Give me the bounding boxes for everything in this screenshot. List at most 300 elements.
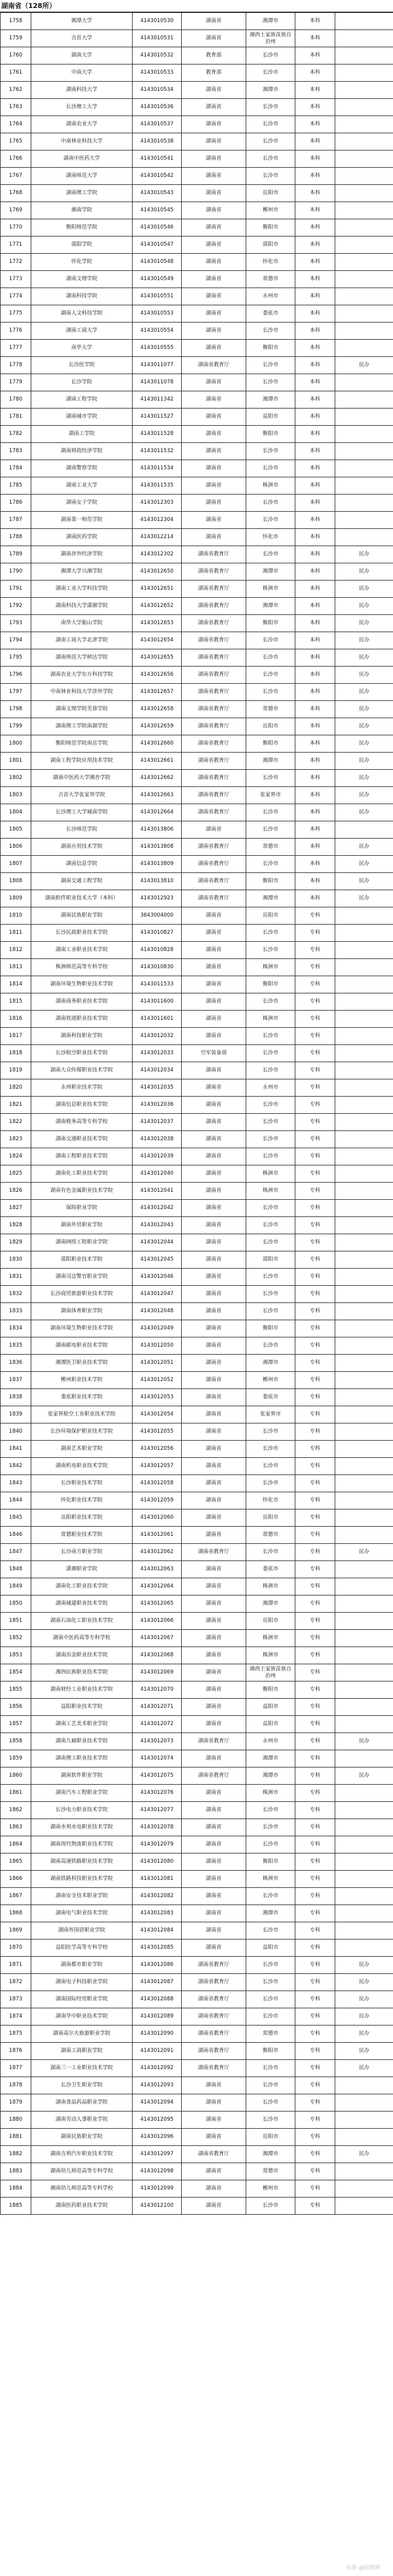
location-city-cell: 郴州市 <box>246 202 295 219</box>
table-row <box>1 1819 393 1836</box>
table-row <box>1 976 393 993</box>
remark-cell: 民办 <box>335 563 393 581</box>
school-name-cell: 长沙航空职业技术学院 <box>31 1045 133 1062</box>
school-code-cell: 3643004000 <box>133 907 182 925</box>
watermark: 头条 @院校库 <box>346 2565 381 2571</box>
edu-level-cell: 本科 <box>295 546 335 563</box>
row-number-cell: 1809 <box>1 890 31 907</box>
row-number-cell: 1766 <box>1 151 31 168</box>
location-city-cell: 长沙市 <box>246 632 295 649</box>
competent-dept-cell: 湖南省 <box>182 168 246 185</box>
competent-dept-cell: 湖南省教育厅 <box>182 873 246 890</box>
table-row <box>1 1028 393 1045</box>
school-code-cell: 4143011528 <box>133 426 182 443</box>
competent-dept-cell: 湖南省 <box>182 1699 246 1716</box>
table-row <box>1 185 393 202</box>
school-name-cell: 湖南化工职业技术学院 <box>31 1165 133 1183</box>
location-city-cell: 长沙市 <box>246 133 295 151</box>
location-city-cell: 怀化市 <box>246 254 295 271</box>
row-number-cell: 1885 <box>1 2198 31 2215</box>
remark-cell: 民办 <box>335 615 393 632</box>
location-city-cell: 湘潭市 <box>246 598 295 615</box>
competent-dept-cell: 湖南省教育厅 <box>182 1991 246 2008</box>
competent-dept-cell: 湖南省 <box>182 1389 246 1406</box>
school-name-cell: 湖南理工学院南湖学院 <box>31 718 133 735</box>
school-name-cell: 湖南高速铁路职业技术学院 <box>31 1854 133 1871</box>
school-code-cell: 4143012060 <box>133 1509 182 1527</box>
school-code-cell: 4143010827 <box>133 925 182 942</box>
table-row <box>1 1355 393 1372</box>
edu-level-cell: 专科 <box>295 1320 335 1337</box>
row-number-cell: 1838 <box>1 1389 31 1406</box>
competent-dept-cell: 湖南省教育厅 <box>182 581 246 598</box>
remark-cell <box>335 391 393 409</box>
table-row <box>1 1337 393 1355</box>
competent-dept-cell: 湖南省 <box>182 1922 246 1940</box>
remark-cell <box>335 529 393 546</box>
school-name-cell: 株洲师范高等专科学校 <box>31 959 133 976</box>
table-row <box>1 890 393 907</box>
remark-cell <box>335 1423 393 1441</box>
location-city-cell: 益阳市 <box>246 1716 295 1733</box>
remark-cell: 民办 <box>335 1974 393 1991</box>
edu-level-cell: 专科 <box>295 1630 335 1647</box>
competent-dept-cell: 教育部 <box>182 65 246 82</box>
edu-level-cell: 本科 <box>295 426 335 443</box>
row-number-cell: 1770 <box>1 219 31 237</box>
remark-cell: 民办 <box>335 787 393 804</box>
table-row <box>1 2180 393 2198</box>
competent-dept-cell: 湖南省 <box>182 1527 246 1544</box>
location-city-cell: 长沙市 <box>246 168 295 185</box>
school-code-cell: 4143011532 <box>133 443 182 460</box>
remark-cell <box>335 202 393 219</box>
row-number-cell: 1879 <box>1 2094 31 2112</box>
school-code-cell: 4143011601 <box>133 1011 182 1028</box>
edu-level-cell: 专科 <box>295 1234 335 1251</box>
row-number-cell: 1797 <box>1 684 31 701</box>
competent-dept-cell: 湖南省 <box>182 1269 246 1286</box>
row-number-cell: 1759 <box>1 30 31 47</box>
table-row <box>1 856 393 873</box>
school-code-cell: 4143012664 <box>133 804 182 821</box>
location-city-cell: 长沙市 <box>246 2112 295 2129</box>
location-city-cell: 岳阳市 <box>246 1509 295 1527</box>
table-row <box>1 1957 393 1974</box>
school-name-cell: 湖南工商职业学院 <box>31 2043 133 2060</box>
location-city-cell: 邵阳市 <box>246 1251 295 1269</box>
table-row <box>1 1836 393 1854</box>
edu-level-cell: 本科 <box>295 873 335 890</box>
school-code-cell: 4143011077 <box>133 357 182 374</box>
school-code-cell: 4143012086 <box>133 1957 182 1974</box>
row-number-cell: 1828 <box>1 1217 31 1234</box>
row-number-cell: 1853 <box>1 1647 31 1664</box>
location-city-cell: 长沙市 <box>246 1922 295 1940</box>
location-city-cell: 长沙市 <box>246 1148 295 1165</box>
competent-dept-cell: 湖南省 <box>182 1200 246 1217</box>
location-city-cell: 长沙市 <box>246 1062 295 1079</box>
row-number-cell: 1836 <box>1 1355 31 1372</box>
remark-cell <box>335 13 393 30</box>
table-row <box>1 1079 393 1097</box>
edu-level-cell: 专科 <box>295 993 335 1011</box>
school-code-cell: 4143012079 <box>133 1836 182 1854</box>
edu-level-cell: 本科 <box>295 615 335 632</box>
edu-level-cell: 专科 <box>295 1595 335 1613</box>
school-name-cell: 湖南现代物流职业技术学院 <box>31 1836 133 1854</box>
location-city-cell: 株洲市 <box>246 1785 295 1802</box>
edu-level-cell: 本科 <box>295 581 335 598</box>
edu-level-cell: 本科 <box>295 82 335 99</box>
remark-cell <box>335 2112 393 2129</box>
school-code-cell: 4143012078 <box>133 1819 182 1836</box>
competent-dept-cell: 湖南省 <box>182 254 246 271</box>
row-number-cell: 1843 <box>1 1475 31 1492</box>
location-city-cell: 长沙市 <box>246 804 295 821</box>
competent-dept-cell: 湖南省 <box>182 1114 246 1131</box>
school-name-cell: 湖南电气职业技术学院 <box>31 1905 133 1922</box>
school-code-cell: 4143012214 <box>133 529 182 546</box>
school-name-cell: 湖南理工学院 <box>31 185 133 202</box>
edu-level-cell: 本科 <box>295 649 335 667</box>
competent-dept-cell: 湖南省教育厅 <box>182 598 246 615</box>
row-number-cell: 1880 <box>1 2112 31 2129</box>
location-city-cell: 常德市 <box>246 2026 295 2043</box>
competent-dept-cell: 湖南省 <box>182 1441 246 1458</box>
remark-cell <box>335 99 393 116</box>
edu-level-cell: 专科 <box>295 942 335 959</box>
school-name-cell: 湖南交通工程学院 <box>31 873 133 890</box>
row-number-cell: 1829 <box>1 1234 31 1251</box>
competent-dept-cell: 湖南省 <box>182 1131 246 1148</box>
table-row <box>1 1802 393 1819</box>
edu-level-cell: 本科 <box>295 340 335 357</box>
row-number-cell: 1783 <box>1 443 31 460</box>
competent-dept-cell: 湖南省 <box>182 409 246 426</box>
school-code-cell: 4143012081 <box>133 1871 182 1888</box>
competent-dept-cell: 湖南省 <box>182 907 246 925</box>
competent-dept-cell: 湖南省 <box>182 1871 246 1888</box>
remark-cell: 民办 <box>335 2043 393 2060</box>
competent-dept-cell: 湖南省教育厅 <box>182 839 246 856</box>
competent-dept-cell: 湖南省 <box>182 1492 246 1509</box>
remark-cell <box>335 1303 393 1320</box>
location-city-cell: 长沙市 <box>246 443 295 460</box>
table-row <box>1 1974 393 1991</box>
table-row <box>1 1045 393 1062</box>
remark-cell <box>335 1871 393 1888</box>
edu-level-cell: 专科 <box>295 1475 335 1492</box>
edu-level-cell: 本科 <box>295 323 335 340</box>
competent-dept-cell: 湖南省 <box>182 323 246 340</box>
competent-dept-cell: 湖南省教育厅 <box>182 787 246 804</box>
row-number-cell: 1805 <box>1 821 31 839</box>
table-row <box>1 1269 393 1286</box>
location-city-cell: 常德市 <box>246 839 295 856</box>
school-name-cell: 湖南工业大学 <box>31 477 133 495</box>
edu-level-cell: 专科 <box>295 1578 335 1595</box>
row-number-cell: 1835 <box>1 1337 31 1355</box>
table-row <box>1 839 393 856</box>
school-code-cell: 4143012097 <box>133 2146 182 2163</box>
row-number-cell: 1771 <box>1 237 31 254</box>
school-name-cell: 湖南工程学院应用技术学院 <box>31 753 133 770</box>
school-name-cell: 湖南大众传媒职业技术学院 <box>31 1062 133 1079</box>
edu-level-cell: 专科 <box>295 1991 335 2008</box>
school-name-cell: 邵阳学院 <box>31 237 133 254</box>
row-number-cell: 1823 <box>1 1131 31 1148</box>
remark-cell <box>335 2094 393 2112</box>
remark-cell <box>335 1200 393 1217</box>
table-row <box>1 477 393 495</box>
row-number-cell: 1768 <box>1 185 31 202</box>
remark-cell <box>335 65 393 82</box>
location-city-cell: 长沙市 <box>246 1802 295 1819</box>
school-code-cell: 4143010554 <box>133 323 182 340</box>
school-name-cell: 长沙商贸旅游职业技术学院 <box>31 1286 133 1303</box>
school-code-cell: 4143010553 <box>133 305 182 323</box>
school-name-cell: 湖南工程职业技术学院 <box>31 1148 133 1165</box>
location-city-cell: 常德市 <box>246 2163 295 2180</box>
row-number-cell: 1801 <box>1 753 31 770</box>
row-number-cell: 1815 <box>1 993 31 1011</box>
remark-cell: 民办 <box>335 839 393 856</box>
row-number-cell: 1869 <box>1 1922 31 1940</box>
edu-level-cell: 本科 <box>295 529 335 546</box>
school-code-cell: 4143012093 <box>133 2077 182 2094</box>
school-name-cell: 湖南医药职业技术学院 <box>31 2198 133 2215</box>
row-number-cell: 1761 <box>1 65 31 82</box>
school-name-cell: 湖南冶金职业技术学院 <box>31 1647 133 1664</box>
competent-dept-cell: 湖南省 <box>182 1303 246 1320</box>
table-row <box>1 2077 393 2094</box>
table-row <box>1 563 393 581</box>
row-number-cell: 1776 <box>1 323 31 340</box>
table-row <box>1 82 393 99</box>
school-name-cell: 湖南三一工业职业技术学院 <box>31 2060 133 2077</box>
edu-level-cell: 本科 <box>295 237 335 254</box>
edu-level-cell: 专科 <box>295 1905 335 1922</box>
school-code-cell: 4143011533 <box>133 976 182 993</box>
edu-level-cell: 本科 <box>295 684 335 701</box>
school-name-cell: 湖南中医药大学湘杏学院 <box>31 770 133 787</box>
edu-level-cell: 专科 <box>295 1406 335 1423</box>
school-code-cell: 4143010828 <box>133 942 182 959</box>
row-number-cell: 1784 <box>1 460 31 477</box>
school-code-cell: 4143012098 <box>133 2163 182 2180</box>
school-name-cell: 怀化职业技术学院 <box>31 1492 133 1509</box>
remark-cell <box>335 1681 393 1699</box>
school-code-cell: 4143012099 <box>133 2180 182 2198</box>
location-city-cell: 衡阳市 <box>246 615 295 632</box>
school-code-cell: 4143012660 <box>133 735 182 753</box>
location-city-cell: 邵阳市 <box>246 237 295 254</box>
school-name-cell: 湖南工学院 <box>31 426 133 443</box>
competent-dept-cell: 湖南省 <box>182 99 246 116</box>
school-code-cell: 4143012059 <box>133 1492 182 1509</box>
remark-cell: 民办 <box>335 735 393 753</box>
row-number-cell: 1875 <box>1 2026 31 2043</box>
edu-level-cell: 本科 <box>295 374 335 391</box>
edu-level-cell: 专科 <box>295 1114 335 1131</box>
location-city-cell: 益阳市 <box>246 409 295 426</box>
edu-level-cell: 本科 <box>295 477 335 495</box>
row-number-cell: 1800 <box>1 735 31 753</box>
row-number-cell: 1876 <box>1 2043 31 2060</box>
remark-cell <box>335 443 393 460</box>
competent-dept-cell: 湖南省 <box>182 391 246 409</box>
row-number-cell: 1841 <box>1 1441 31 1458</box>
row-number-cell: 1849 <box>1 1578 31 1595</box>
remark-cell <box>335 1750 393 1768</box>
location-city-cell: 湘潭市 <box>246 1905 295 1922</box>
school-code-cell: 4143012923 <box>133 890 182 907</box>
school-name-cell: 湖南警察学院 <box>31 460 133 477</box>
location-city-cell: 长沙市 <box>246 512 295 529</box>
edu-level-cell: 专科 <box>295 1200 335 1217</box>
edu-level-cell: 专科 <box>295 1303 335 1320</box>
remark-cell <box>335 1389 393 1406</box>
remark-cell <box>335 1217 393 1234</box>
location-city-cell: 永州市 <box>246 288 295 305</box>
table-row <box>1 1492 393 1509</box>
location-city-cell: 永州市 <box>246 1733 295 1750</box>
table-row <box>1 13 393 30</box>
remark-cell <box>335 374 393 391</box>
school-code-cell: 4143011078 <box>133 374 182 391</box>
edu-level-cell: 专科 <box>295 1871 335 1888</box>
edu-level-cell: 专科 <box>295 1028 335 1045</box>
row-number-cell: 1844 <box>1 1492 31 1509</box>
row-number-cell: 1781 <box>1 409 31 426</box>
table-row <box>1 2026 393 2043</box>
table-row <box>1 718 393 735</box>
location-city-cell: 株洲市 <box>246 1165 295 1183</box>
remark-cell <box>335 1286 393 1303</box>
table-row <box>1 202 393 219</box>
competent-dept-cell: 湖南省 <box>182 1940 246 1957</box>
school-name-cell: 娄底职业技术学院 <box>31 1389 133 1406</box>
school-code-cell: 4143012662 <box>133 770 182 787</box>
remark-cell <box>335 116 393 133</box>
table-row <box>1 1131 393 1148</box>
edu-level-cell: 本科 <box>295 254 335 271</box>
competent-dept-cell: 湖南省 <box>182 1097 246 1114</box>
row-number-cell: 1832 <box>1 1286 31 1303</box>
table-row <box>1 2112 393 2129</box>
remark-cell <box>335 1320 393 1337</box>
school-name-cell: 长沙医学院 <box>31 357 133 374</box>
location-city-cell: 长沙市 <box>246 323 295 340</box>
row-number-cell: 1861 <box>1 1785 31 1802</box>
table-row <box>1 1664 393 1681</box>
location-city-cell: 岳阳市 <box>246 185 295 202</box>
table-row <box>1 1613 393 1630</box>
location-city-cell: 湘潭市 <box>246 890 295 907</box>
edu-level-cell: 专科 <box>295 1716 335 1733</box>
remark-cell <box>335 271 393 288</box>
school-name-cell: 湖南机电职业技术学院 <box>31 1458 133 1475</box>
location-city-cell: 株洲市 <box>246 581 295 598</box>
edu-level-cell: 专科 <box>295 907 335 925</box>
competent-dept-cell: 湖南省 <box>182 1148 246 1165</box>
school-name-cell: 湖南工艺美术职业学院 <box>31 1716 133 1733</box>
edu-level-cell: 专科 <box>295 2026 335 2043</box>
location-city-cell: 株洲市 <box>246 1011 295 1028</box>
row-number-cell: 1846 <box>1 1527 31 1544</box>
school-name-cell: 湖南汽车工程职业学院 <box>31 1785 133 1802</box>
location-city-cell: 长沙市 <box>246 2008 295 2026</box>
school-code-cell: 4143012034 <box>133 1062 182 1079</box>
competent-dept-cell: 湖南省教育厅 <box>182 718 246 735</box>
competent-dept-cell: 湖南省教育厅 <box>182 2026 246 2043</box>
remark-cell <box>335 821 393 839</box>
competent-dept-cell: 湖南省 <box>182 1509 246 1527</box>
edu-level-cell: 专科 <box>295 1957 335 1974</box>
edu-level-cell: 专科 <box>295 2094 335 2112</box>
competent-dept-cell: 湖南省教育厅 <box>182 615 246 632</box>
competent-dept-cell: 空军装备部 <box>182 1045 246 1062</box>
table-row <box>1 2146 393 2163</box>
school-name-cell: 湖南中医药高等专科学校 <box>31 1630 133 1647</box>
edu-level-cell: 本科 <box>295 839 335 856</box>
school-code-cell: 4143011527 <box>133 409 182 426</box>
remark-cell <box>335 959 393 976</box>
row-number-cell: 1774 <box>1 288 31 305</box>
remark-cell <box>335 907 393 925</box>
competent-dept-cell: 湖南省教育厅 <box>182 1974 246 1991</box>
table-row <box>1 1200 393 1217</box>
competent-dept-cell: 湖南省教育厅 <box>182 2060 246 2077</box>
remark-cell <box>335 1372 393 1389</box>
school-name-cell: 湖南电子科技职业学院 <box>31 1974 133 1991</box>
school-name-cell: 怀化学院 <box>31 254 133 271</box>
remark-cell: 民办 <box>335 667 393 684</box>
location-city-cell: 长沙市 <box>246 993 295 1011</box>
remark-cell <box>335 237 393 254</box>
location-city-cell: 衡阳市 <box>246 735 295 753</box>
school-name-cell: 南华大学 <box>31 340 133 357</box>
school-code-cell: 4143012064 <box>133 1578 182 1595</box>
location-city-cell: 长沙市 <box>246 1888 295 1905</box>
remark-cell: 民办 <box>335 1733 393 1750</box>
remark-cell <box>335 1251 393 1269</box>
edu-level-cell: 专科 <box>295 1131 335 1148</box>
location-city-cell: 怀化市 <box>246 1492 295 1509</box>
location-city-cell: 长沙市 <box>246 1974 295 1991</box>
competent-dept-cell: 湖南省 <box>182 151 246 168</box>
location-city-cell: 株洲市 <box>246 477 295 495</box>
school-code-cell: 4143012088 <box>133 1991 182 2008</box>
table-row <box>1 598 393 615</box>
location-city-cell: 长沙市 <box>246 1475 295 1492</box>
table-row <box>1 1527 393 1544</box>
row-number-cell: 1825 <box>1 1165 31 1183</box>
edu-level-cell: 本科 <box>295 219 335 237</box>
row-number-cell: 1804 <box>1 804 31 821</box>
school-code-cell: 4143012658 <box>133 701 182 718</box>
school-code-cell: 4143012041 <box>133 1183 182 1200</box>
row-number-cell: 1842 <box>1 1458 31 1475</box>
competent-dept-cell: 湖南省教育厅 <box>182 546 246 563</box>
school-code-cell: 4143011342 <box>133 391 182 409</box>
table-row <box>1 288 393 305</box>
competent-dept-cell: 湖南省 <box>182 1681 246 1699</box>
edu-level-cell: 专科 <box>295 1148 335 1165</box>
school-code-cell: 4143012036 <box>133 1097 182 1114</box>
location-city-cell: 长沙市 <box>246 1200 295 1217</box>
